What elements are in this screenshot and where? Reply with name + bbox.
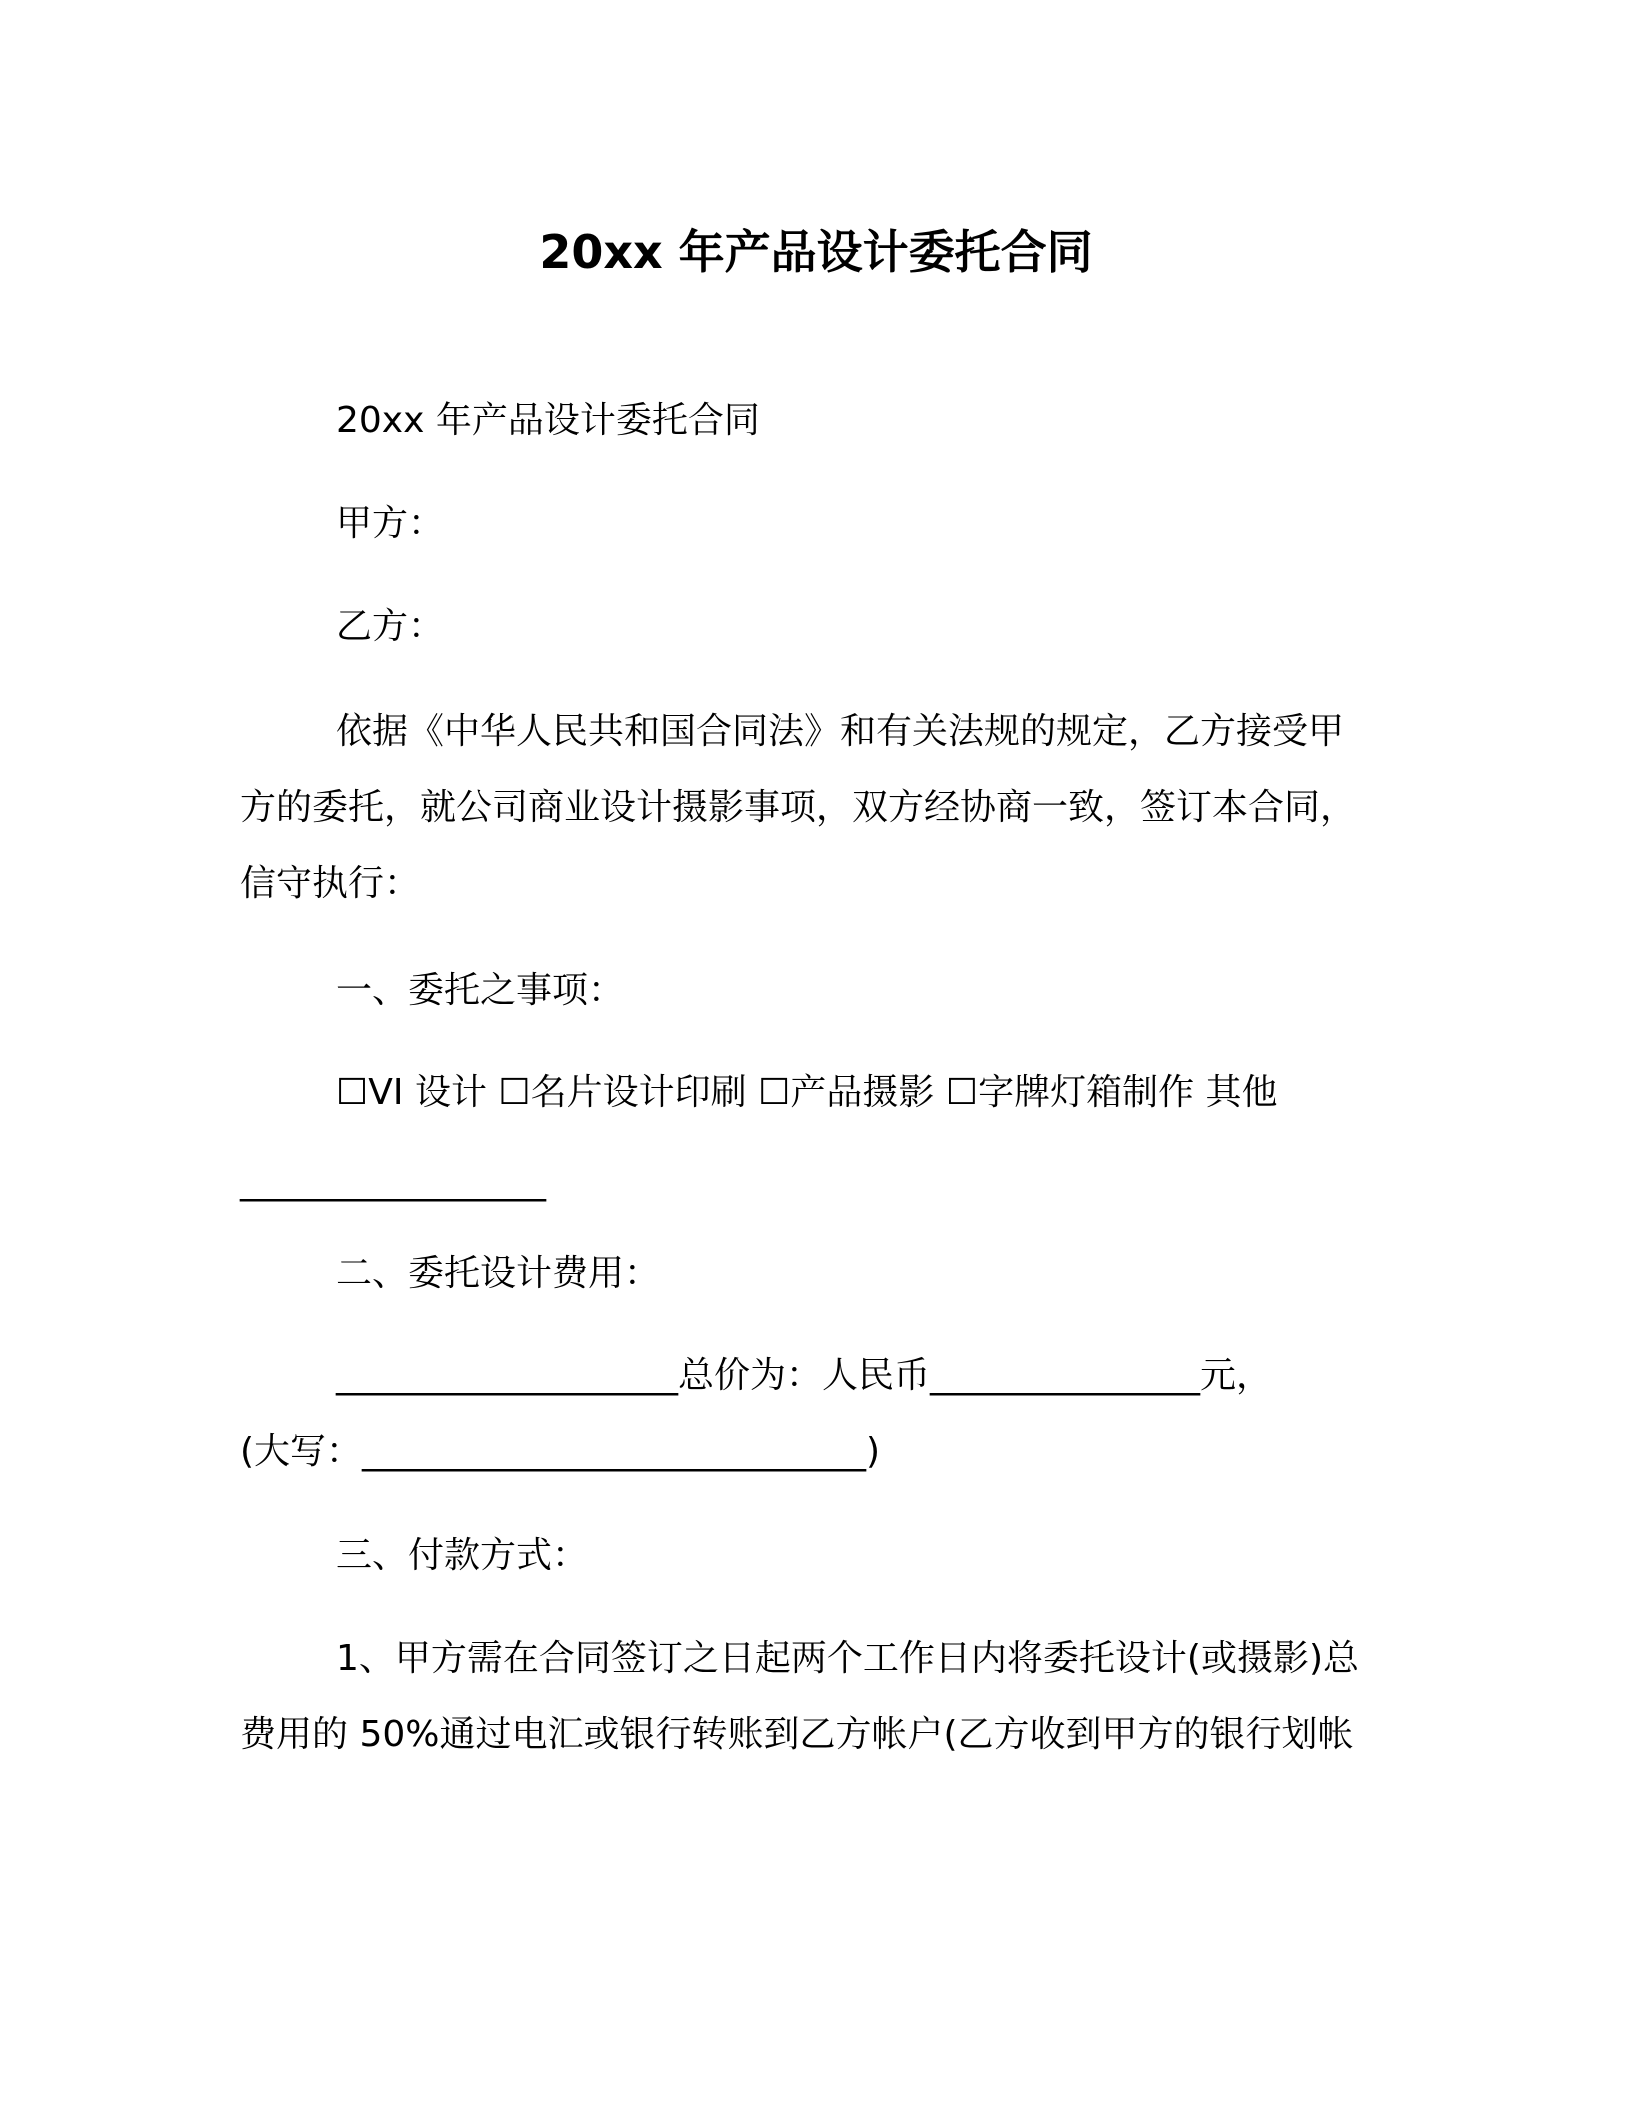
intro-line-3: 信守执行：: [240, 863, 421, 904]
party-b-label: 乙方：: [336, 606, 445, 647]
intro-line-2: 方的委托，就公司商业设计摄影事项，双方经协商一致，签订本合同，: [240, 787, 1357, 828]
section-2-heading: 二、委托设计费用：: [336, 1253, 661, 1294]
section-1-heading: 一、委托之事项：: [336, 970, 625, 1011]
section-3-item-1: [240, 1621, 1400, 1773]
fee-uppercase-line: (大写：____________________________): [240, 1431, 881, 1472]
party-a-label: 甲方：: [336, 503, 445, 544]
section-1-other-blank: _________________: [240, 1161, 546, 1202]
intro-paragraph: [240, 694, 1400, 922]
section-3-heading: 三、付款方式：: [336, 1535, 589, 1576]
payment-item-1-line-1: 1、甲方需在合同签订之日起两个工作日内将委托设计(或摄影)总: [336, 1638, 1359, 1679]
intro-line-1: 依据《中华人民共和国合同法》和有关法规的规定，乙方接受甲: [336, 711, 1345, 752]
payment-item-1-line-2: 费用的 50%通过电汇或银行转账到乙方帐户(乙方收到甲方的银行划帐: [240, 1714, 1354, 1755]
subtitle: 20xx 年产品设计委托合同: [336, 400, 760, 441]
section-2-fee-paragraph: [240, 1338, 1400, 1490]
section-1-options: ☐VI 设计 ☐名片设计印刷 ☐产品摄影 ☐字牌灯箱制作 其他: [336, 1072, 1278, 1113]
fee-total-line: ___________________总价为：人民币_______________元，: [336, 1355, 1273, 1396]
document-title: 20xx 年产品设计委托合同: [539, 225, 1093, 279]
